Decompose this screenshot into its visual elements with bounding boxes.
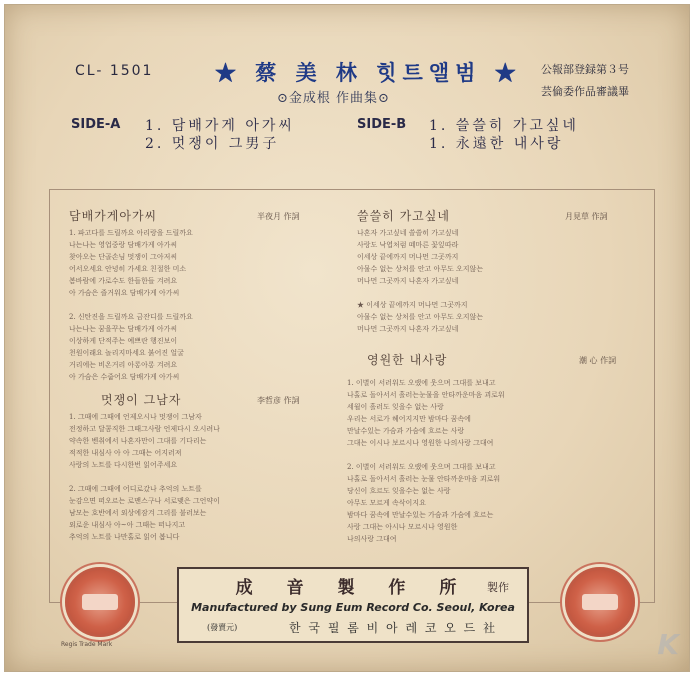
lyric-line: 천원이래요 놀리지마세요 붉어진 얼굴 xyxy=(69,349,184,357)
watermark: K xyxy=(657,628,681,661)
side-b-track-1: 1. 쓸쓸히 가고싶네 xyxy=(429,118,579,134)
song-3-lyrics xyxy=(357,227,483,335)
lyric-line: 남모는 호반에서 외상에잠겨 그리를 불러보는 xyxy=(69,509,207,517)
manufacturer-made-label: 製作 xyxy=(487,581,509,594)
lyric-line: 이상하게 단적주는 예쁘란 행진보이 xyxy=(69,337,178,345)
lyric-line: 사랑도 낙엽처럼 떼마른 꽃잎따라 xyxy=(357,241,459,249)
manufacturer-name-korean: 한 국 필 롬 비 아 레 코 오 드 社 xyxy=(289,621,498,635)
song-1-lyrics xyxy=(69,227,193,383)
lyric-line: 이세상 끝에까지 머나먼 그곳까지 xyxy=(357,253,459,261)
song-1-credit: 半夜月 作詞 xyxy=(257,212,300,221)
lyric-line xyxy=(69,471,220,483)
lyric-line: 2. 신탄진을 드릴까요 금잔디를 드릴까요 xyxy=(69,313,193,321)
lyric-line: 2. 이별이 서러워도 오랬에 웃으며 그대를 보내고 xyxy=(347,463,496,471)
lyric-line: 아무도 모르게 속삭이지요 xyxy=(347,499,426,507)
song-4-credit: 潮 心 作詞 xyxy=(579,356,617,365)
record-company-logo-left xyxy=(65,567,135,637)
lyric-line: 당신이 흐르도 잊을수는 없는 사랑 xyxy=(347,487,451,495)
manufacturer-name-english: Manufactured by Sung Eum Record Co. Seoul, Korea xyxy=(191,601,515,614)
record-sleeve xyxy=(4,4,690,672)
lyric-line xyxy=(69,299,193,311)
lyric-line: 약속한 벤취에서 나혼자만이 그대를 기다리는 xyxy=(69,437,207,445)
side-b-label: SIDE-B xyxy=(357,117,407,132)
lyric-line: 머나먼 그곳까지 나혼자 가고싶네 xyxy=(357,277,459,285)
lyric-line: 나의사랑 그대여 xyxy=(347,535,397,543)
lyric-line: ★ 이세상 끝에까지 머나먼 그곳까지 xyxy=(357,301,468,309)
song-4-title: 영원한 내사랑 xyxy=(367,353,448,367)
lyric-line: 어서오세요 안녕히 가세요 친절한 미소 xyxy=(69,265,187,273)
song-3-credit: 月見草 作詞 xyxy=(565,212,608,221)
record-company-logo-right xyxy=(565,567,635,637)
lyric-line: 나혼자 가고싶네 쓸쓸히 가고싶네 xyxy=(357,229,459,237)
lyric-line: 1. 그때에 그때에 언제오시나 멋쟁이 그남자 xyxy=(69,413,202,421)
lyric-line: 나는나는 영업중랑 담배가게 아가씨 xyxy=(69,241,178,249)
lyric-line: 아 가슴은 즐거워요 담배가게 아가씨 xyxy=(69,289,180,297)
logo-emblem xyxy=(582,594,618,610)
lyric-line: 2. 그때에 그때에 어디로갔나 추억의 노트를 xyxy=(69,485,202,493)
lyric-line: 만날수있는 가슴과 가슴에 흐르는 사랑 xyxy=(347,427,465,435)
song-2-title: 멋쟁이 그남자 xyxy=(101,393,182,407)
lyric-line: 그대는 이시나 보르시나 영원한 나의사랑 그대여 xyxy=(347,439,494,447)
lyric-line: 세월이 흘러도 잊을수 없는 사랑 xyxy=(347,403,444,411)
side-a-track-2: 2. 멋쟁이 그男子 xyxy=(145,136,280,152)
manufacturer-box xyxy=(177,567,529,643)
trade-mark-label: Regis Trade Mark xyxy=(61,641,113,648)
registration-line-2: 芸倫委作品審議畢 xyxy=(541,85,629,98)
lyric-line: 적적한 내심사 아 아 그때는 어지러져 xyxy=(69,449,182,457)
lyric-line: 밤마다 꿈속에 만날수있는 가슴과 가슴에 흐르는 xyxy=(347,511,494,519)
lyric-line: 머나먼 그곳까지 나혼자 가고싶네 xyxy=(357,325,459,333)
song-4-lyrics xyxy=(347,377,505,545)
lyric-line xyxy=(357,287,483,299)
lyric-line: 아물수 없는 상처를 안고 아무도 오지않는 xyxy=(357,313,484,321)
manufacturer-name-chinese: 成 音 製 作 所 xyxy=(235,578,471,598)
lyric-line: 1. 파고다를 드릴까요 아리랑을 드릴까요 xyxy=(69,229,193,237)
song-2-credit: 李哲彦 作詞 xyxy=(257,396,300,405)
album-title: ★ 蔡 美 林 힛트앨범 ★ xyxy=(215,60,522,85)
lyric-line: 아물수 없는 상처를 안고 아무도 오지않는 xyxy=(357,265,484,273)
catalog-number: CL- 1501 xyxy=(75,63,154,79)
song-1-title: 담배가게아가씨 xyxy=(69,209,158,223)
lyric-line: 사랑의 노트를 다시한번 읽어주세요 xyxy=(69,461,178,469)
side-a-track-1: 1. 담배가게 아가씨 xyxy=(145,118,295,134)
lyric-line: 나는나는 꿈을꾸는 담배가게 아가씨 xyxy=(69,325,178,333)
seller-label: (發賣元) xyxy=(207,623,238,632)
lyric-line: 추억의 노트를 나만홀로 읽어 봅니다 xyxy=(69,533,180,541)
lyric-line: 나홀로 돌아서서 흘러는눈물을 안타까운마음 괴로워 xyxy=(347,391,505,399)
lyric-line: 외로운 내심사 아~아 그때는 떠나지고 xyxy=(69,521,186,529)
logo-emblem xyxy=(82,594,118,610)
lyric-line: 1. 이별이 서러워도 오랬에 웃으며 그대를 보내고 xyxy=(347,379,496,387)
lyric-line: 전정하고 달콤직한 그때그사람 언제다시 오시려나 xyxy=(69,425,220,433)
lyric-line: 찾아오는 단골손님 멋쟁이 그아저씨 xyxy=(69,253,178,261)
lyric-line: 우리는 서로가 헤어지지만 밤마다 꿈속에 xyxy=(347,415,471,423)
song-2-lyrics xyxy=(69,411,220,543)
registration-line-1: 公報部登録第３号 xyxy=(541,63,629,76)
side-b-track-2: 1. 永遠한 내사랑 xyxy=(429,136,564,152)
lyric-line: 아 가슴은 수줍어요 담배가게 아가씨 xyxy=(69,373,180,381)
lyric-line: 나홀로 돌아서서 흘러는 눈물 안타까운마음 괴로워 xyxy=(347,475,501,483)
side-a-label: SIDE-A xyxy=(71,117,121,132)
album-subtitle: ⊙金成根 作曲集⊙ xyxy=(277,91,390,106)
song-3-title: 쓸쓸히 가고싶네 xyxy=(357,209,450,223)
lyric-line: 눈감으면 떠오르는 로맨스구나 서로맺은 그언약이 xyxy=(69,497,220,505)
lyric-line: 봄바람에 가로수도 한들한들 겨려요 xyxy=(69,277,178,285)
lyric-line: 거리에는 비온거리 아롱아롱 겨려요 xyxy=(69,361,178,369)
lyric-line: 사랑 그대는 아시나 모르시나 영원한 xyxy=(347,523,458,531)
lyric-line xyxy=(347,449,505,461)
